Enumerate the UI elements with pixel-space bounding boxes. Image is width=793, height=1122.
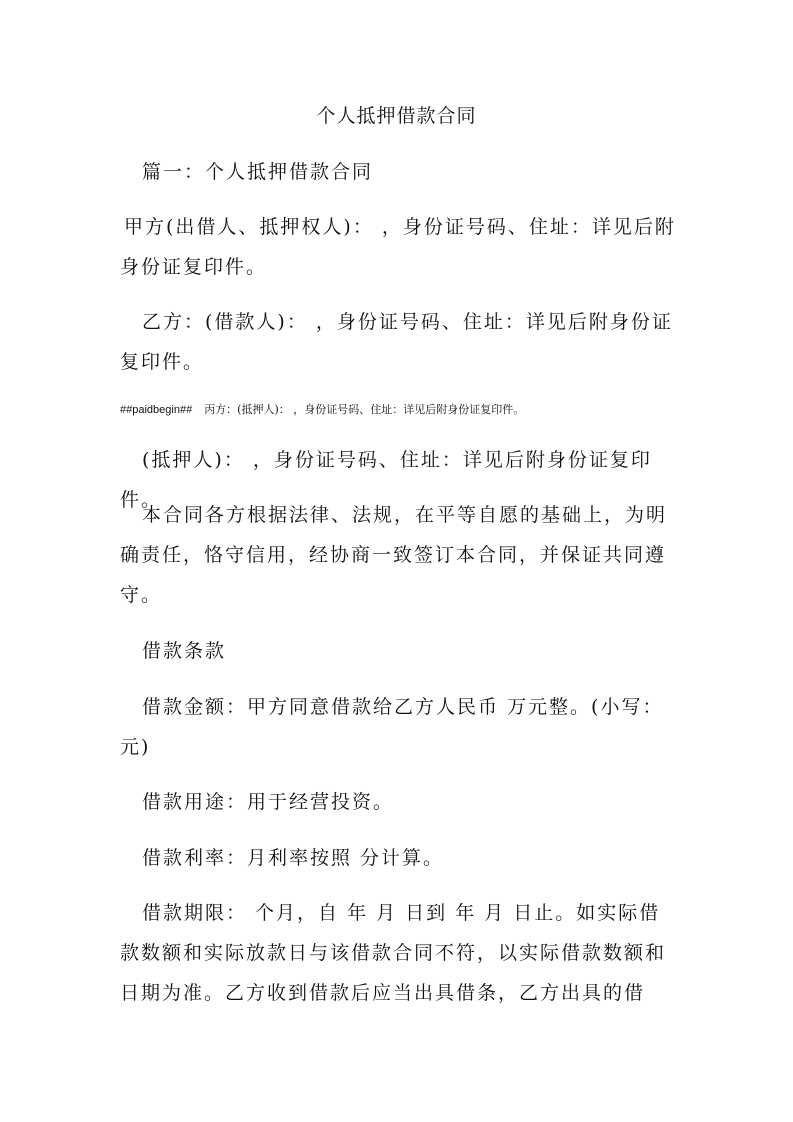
party-c-small-text: 丙方：(抵押人)： ，身份证号码、住址：详见后附身份证复印件。 — [204, 403, 525, 416]
party-b-paragraph: 乙方：(借款人)： ，身份证号码、住址：详见后附身份证复印件。 — [120, 311, 673, 373]
mortgagor-paragraph: (抵押人)： ，身份证号码、住址：详见后附身份证复印件。 — [120, 449, 652, 511]
party-a-paragraph: 甲方(出借人、抵押权人)： ，身份证号码、住址：详见后附身份证复印件。 — [120, 216, 676, 278]
party-c-small-line — [120, 400, 680, 420]
paid-marker: ##paidbegin## — [120, 404, 193, 416]
intro-paragraph: 本合同各方根据法律、法规，在平等自愿的基础上，为明确责任，恪守信用，经协商一致签订本合同，并保证共同遵守。 — [120, 504, 668, 606]
loan-rate-paragraph: 借款利率：月利率按照 分计算。 — [142, 847, 445, 869]
document-title: 个人抵押借款合同 — [316, 105, 477, 127]
loan-terms-heading: 借款条款 — [142, 640, 227, 662]
section-heading: 篇一：个人抵押借款合同 — [142, 161, 374, 183]
loan-period-paragraph: 借款期限： 个月，自 年 月 日到 年 月 日止。如实际借款数额和实际放款日与该借款合同不符，以实际借款数额和日期为准。乙方收到借款后应当出具借条，乙方出具的借 — [120, 902, 667, 1004]
loan-amount-paragraph: 借款金额：甲方同意借款给乙方人民币 万元整。(小写：元) — [120, 696, 664, 758]
loan-purpose-paragraph: 借款用途：用于经营投资。 — [142, 791, 395, 813]
